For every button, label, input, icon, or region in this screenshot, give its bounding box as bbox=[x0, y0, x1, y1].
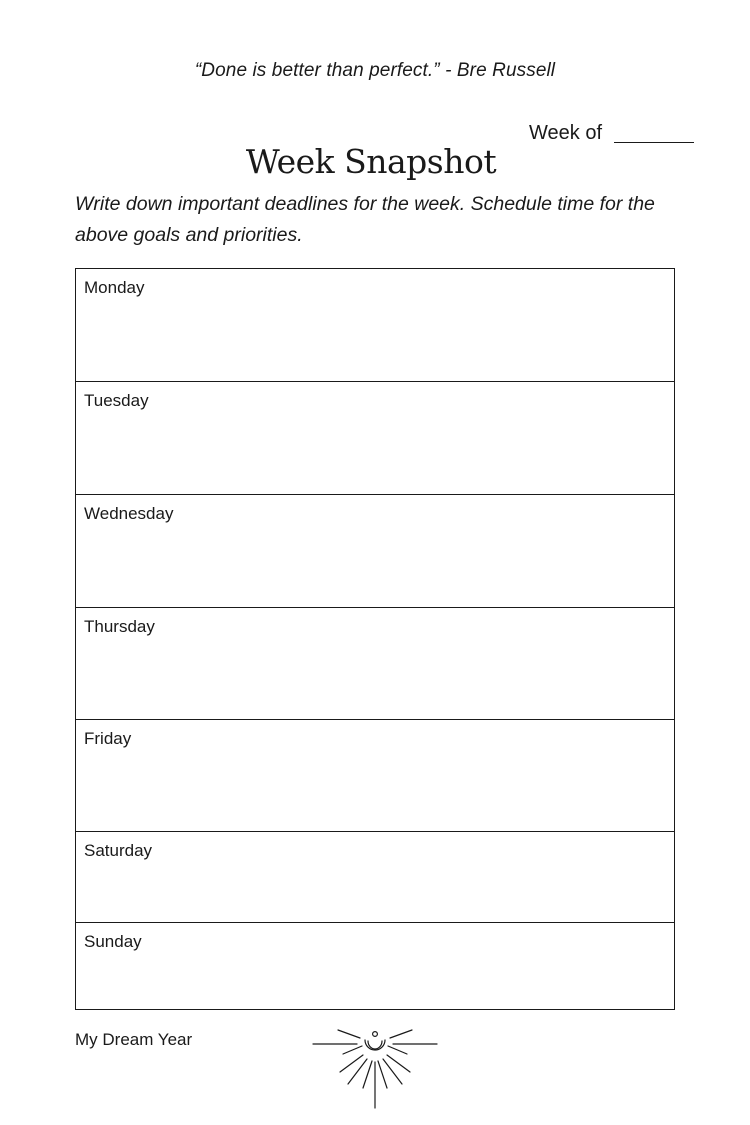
page-title: Week Snapshot bbox=[245, 142, 497, 181]
instructions: Write down important deadlines for the week. Schedule time for the above goals and priorities. bbox=[75, 193, 655, 246]
day-label: Saturday bbox=[84, 841, 153, 860]
quote: “Done is better than perfect.” - Bre Russell bbox=[194, 60, 556, 81]
day-label: Wednesday bbox=[84, 504, 174, 523]
day-row-friday[interactable] bbox=[76, 720, 674, 832]
day-row-saturday[interactable] bbox=[76, 832, 674, 923]
day-row-tuesday[interactable] bbox=[76, 382, 674, 495]
day-label: Sunday bbox=[84, 932, 142, 951]
day-row-wednesday[interactable] bbox=[76, 495, 674, 608]
day-label: Tuesday bbox=[84, 391, 149, 410]
day-label: Friday bbox=[84, 729, 132, 748]
sun-moon-icon bbox=[310, 1024, 440, 1117]
day-row-sunday[interactable] bbox=[76, 923, 674, 1008]
week-of-label: Week of bbox=[529, 122, 602, 144]
day-row-thursday[interactable] bbox=[76, 608, 674, 720]
day-label: Monday bbox=[84, 278, 145, 297]
day-row-monday[interactable] bbox=[76, 269, 674, 382]
week-days-table bbox=[75, 268, 675, 1010]
footer-brand: My Dream Year bbox=[75, 1030, 193, 1049]
day-label: Thursday bbox=[84, 617, 155, 636]
